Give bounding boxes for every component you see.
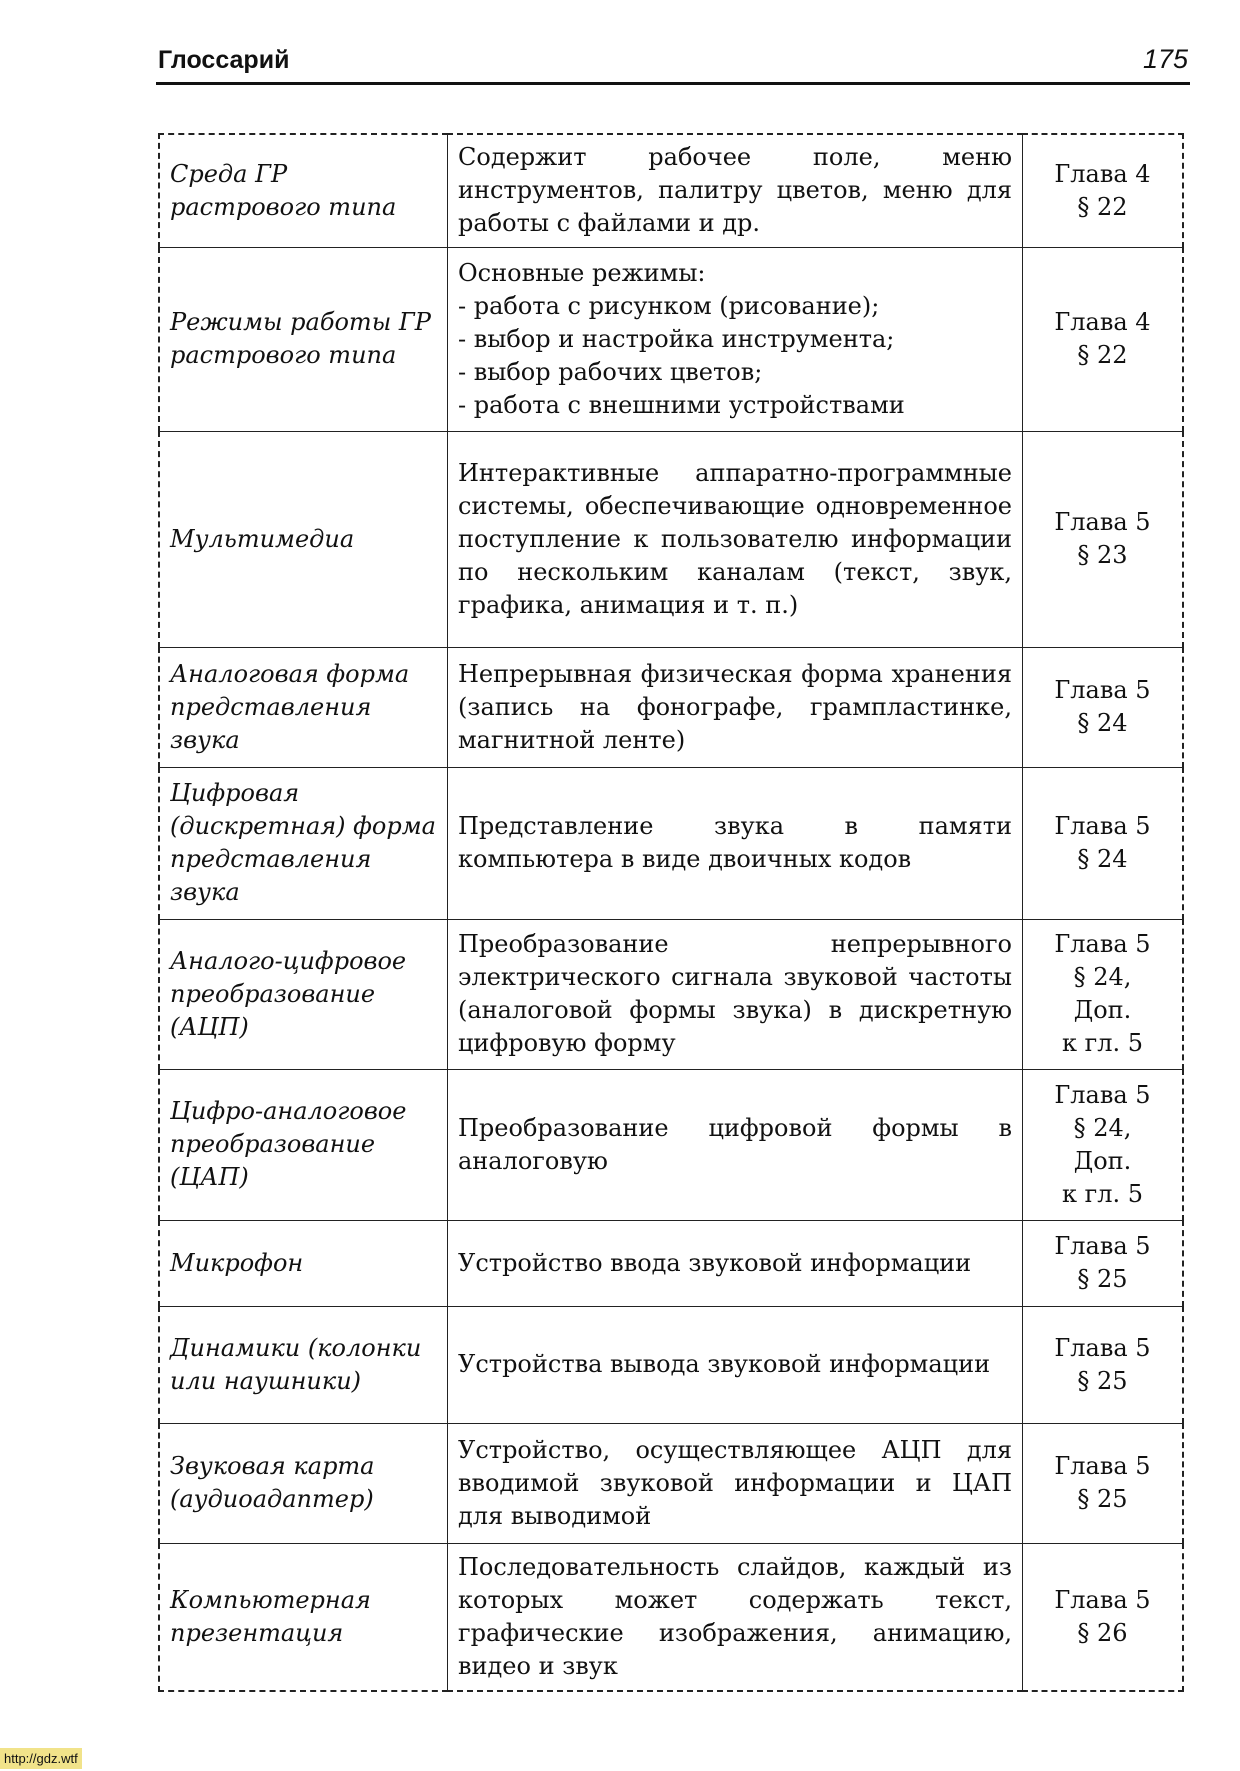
reference-line: § 22 bbox=[1077, 341, 1128, 369]
reference-line: § 25 bbox=[1077, 1265, 1128, 1293]
glossary-definition bbox=[448, 767, 1023, 919]
definition-line: - работа с внешними устройствами bbox=[458, 390, 905, 419]
glossary-row bbox=[159, 431, 1183, 647]
reference-line: § 23 bbox=[1077, 541, 1128, 569]
glossary-reference bbox=[1023, 247, 1184, 431]
glossary-definition bbox=[448, 1220, 1023, 1306]
glossary-reference bbox=[1023, 1543, 1184, 1691]
reference-line: § 24 bbox=[1077, 845, 1128, 873]
definition-line: Содержит рабочее поле, меню инструментов, палитру цветов, меню для работы с файлами и др. bbox=[458, 143, 1012, 238]
glossary-term: Цифровая (дискретная) форма представления звука bbox=[159, 767, 448, 919]
definition-line: - выбор рабочих цветов; bbox=[458, 357, 763, 386]
glossary-row bbox=[159, 247, 1183, 431]
glossary-term: Звуковая карта (аудиоадаптер) bbox=[159, 1423, 448, 1543]
glossary-row bbox=[159, 1220, 1183, 1306]
glossary-definition bbox=[448, 1543, 1023, 1691]
glossary-term: Мультимедиа bbox=[159, 431, 448, 647]
glossary-term: Микрофон bbox=[159, 1220, 448, 1306]
reference-line: Глава 5 bbox=[1054, 812, 1151, 840]
glossary-definition bbox=[448, 1069, 1023, 1220]
reference-line: § 25 bbox=[1077, 1485, 1128, 1513]
definition-line: Преобразование цифровой формы в аналоговую bbox=[458, 1113, 1012, 1175]
reference-line: к гл. 5 bbox=[1062, 1179, 1143, 1208]
definition-line: Интерактивные аппаратно-программные системы, обеспечивающие одновременное поступление к пользователю информации по нескольким каналам (текст, звук, графика, анимация и т. п.) bbox=[458, 458, 1012, 619]
glossary-row bbox=[159, 1543, 1183, 1691]
glossary-reference bbox=[1023, 919, 1184, 1069]
glossary-term: Аналоговая форма представления звука bbox=[159, 647, 448, 767]
definition-line: Основные режимы: bbox=[458, 258, 706, 287]
glossary-row bbox=[159, 647, 1183, 767]
glossary-reference bbox=[1023, 134, 1184, 247]
reference-line: Глава 5 bbox=[1054, 1452, 1151, 1480]
glossary-definition bbox=[448, 647, 1023, 767]
glossary-term: Среда ГР растрового типа bbox=[159, 134, 448, 247]
glossary-term: Аналого-цифровое преобразование (АЦП) bbox=[159, 919, 448, 1069]
header-rule bbox=[156, 82, 1190, 85]
source-link[interactable]: http://gdz.wtf bbox=[0, 1748, 82, 1769]
glossary-row bbox=[159, 767, 1183, 919]
reference-line: Глава 4 bbox=[1054, 308, 1151, 336]
glossary-term: Компьютерная презентация bbox=[159, 1543, 448, 1691]
glossary-definition bbox=[448, 1423, 1023, 1543]
glossary-row bbox=[159, 1069, 1183, 1220]
reference-line: § 24, bbox=[1073, 1113, 1132, 1142]
glossary-row bbox=[159, 919, 1183, 1069]
glossary-definition bbox=[448, 1306, 1023, 1423]
reference-line: Глава 5 bbox=[1054, 676, 1151, 704]
reference-line: Глава 4 bbox=[1054, 159, 1151, 188]
glossary-term: Динамики (колонки или наушники) bbox=[159, 1306, 448, 1423]
reference-line: Глава 5 bbox=[1054, 1232, 1151, 1260]
definition-line: - выбор и настройка инструмента; bbox=[458, 324, 895, 353]
definition-line: Устройства вывода звуковой информации bbox=[458, 1350, 991, 1378]
glossary-definition bbox=[448, 134, 1023, 247]
reference-line: § 24 bbox=[1077, 709, 1128, 737]
glossary-reference bbox=[1023, 1069, 1184, 1220]
page-number: 175 bbox=[1142, 44, 1188, 74]
definition-line: Представление звука в памяти компьютера в виде двоичных кодов bbox=[458, 812, 1012, 873]
reference-line: Глава 5 bbox=[1054, 1333, 1151, 1362]
definition-line: Непрерывная физическая форма хранения (запись на фонографе, грампластинке, магнитной ленте) bbox=[458, 659, 1012, 754]
glossary-term: Цифро-аналоговое преобразование (ЦАП) bbox=[159, 1069, 448, 1220]
glossary-term: Режимы работы ГР растрового типа bbox=[159, 247, 448, 431]
reference-line: § 22 bbox=[1077, 192, 1128, 221]
reference-line: Доп. bbox=[1073, 996, 1132, 1024]
reference-line: § 25 bbox=[1077, 1366, 1128, 1395]
reference-line: Глава 5 bbox=[1054, 508, 1151, 536]
glossary-definition bbox=[448, 431, 1023, 647]
glossary-reference bbox=[1023, 767, 1184, 919]
definition-line: Устройство, осуществляющее АЦП для вводимой звуковой информации и ЦАП для выводимой bbox=[458, 1435, 1012, 1530]
glossary-reference bbox=[1023, 647, 1184, 767]
glossary-table bbox=[158, 133, 1184, 1692]
glossary-reference bbox=[1023, 1306, 1184, 1423]
reference-line: Глава 5 bbox=[1054, 1080, 1151, 1109]
definition-line: Преобразование непрерывного электрического сигнала звуковой частоты (аналоговой формы звука) в дискретную цифровую форму bbox=[458, 930, 1012, 1057]
glossary-definition bbox=[448, 919, 1023, 1069]
reference-line: к гл. 5 bbox=[1062, 1029, 1143, 1057]
definition-line: - работа с рисунком (рисование); bbox=[458, 291, 880, 320]
reference-line: Доп. bbox=[1073, 1146, 1132, 1175]
glossary-definition bbox=[448, 247, 1023, 431]
glossary-row bbox=[159, 1423, 1183, 1543]
glossary-reference bbox=[1023, 431, 1184, 647]
glossary-reference bbox=[1023, 1220, 1184, 1306]
glossary-row bbox=[159, 134, 1183, 247]
reference-line: § 26 bbox=[1077, 1618, 1128, 1647]
glossary-reference bbox=[1023, 1423, 1184, 1543]
reference-line: Глава 5 bbox=[1054, 1585, 1151, 1614]
glossary-row bbox=[159, 1306, 1183, 1423]
reference-line: Глава 5 bbox=[1054, 930, 1151, 958]
definition-line: Последовательность слайдов, каждый из которых может содержать текст, графические изображения, анимацию, видео и звук bbox=[458, 1552, 1012, 1680]
running-header-title: Глоссарий bbox=[158, 46, 290, 74]
definition-line: Устройство ввода звуковой информации bbox=[458, 1248, 972, 1277]
reference-line: § 24, bbox=[1073, 963, 1132, 991]
